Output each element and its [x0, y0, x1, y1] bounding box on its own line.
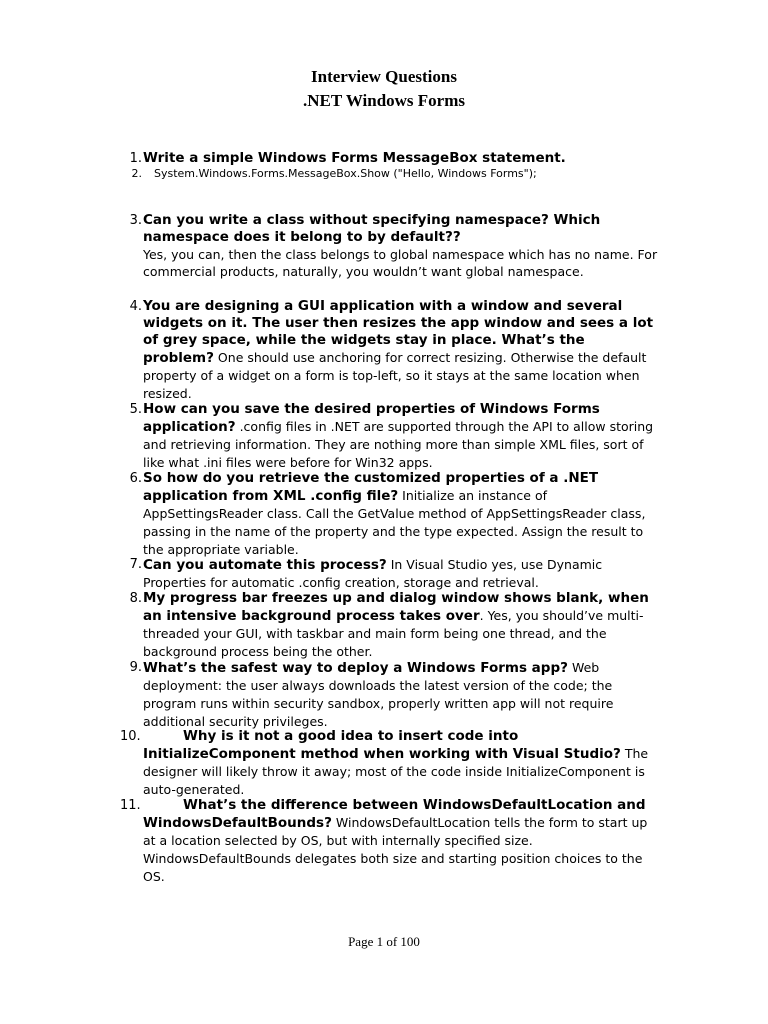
question-text: What’s the difference between WindowsDefaultLocation and WindowsDefaultBounds? [143, 797, 646, 832]
question-text: My progress bar freezes up and dialog window shows blank, when an intensive background process takes over [143, 590, 649, 625]
document-title: Interview Questions [311, 67, 457, 86]
question-text: So how do you retrieve the customized properties of a .NET application from XML .config file? [143, 470, 599, 505]
item-number: 8. [129, 591, 142, 606]
question-text: How can you save the desired properties of Windows Forms application? [143, 401, 600, 436]
answer-text: Web deployment: the user always downloads the latest version of the code; the program runs within security sandbox, properly written app will not require additional security privileges. [143, 660, 614, 730]
item-number: 4. [129, 299, 142, 314]
list-item [120, 728, 660, 799]
list-item [120, 401, 660, 472]
code-text: System.Windows.Forms.MessageBox.Show ("Hello, Windows Forms"); [154, 167, 537, 180]
answer-text: Initialize an instance of AppSettingsReader class. Call the GetValue method of AppSettingsReader class, passing in the name of the property and the type expected. Assign the result to the appropriate variable. [143, 488, 646, 558]
list-item [120, 150, 660, 167]
page-number: Page 1 of 100 [348, 934, 420, 949]
question-text: What’s the safest way to deploy a Windows Forms app? [143, 660, 568, 676]
item-number: 5. [129, 402, 142, 417]
item-number: 6. [129, 471, 142, 486]
question-text: Write a simple Windows Forms MessageBox statement. [143, 150, 566, 166]
item-number: 2. [131, 167, 142, 180]
list-item [120, 556, 660, 592]
question-text: You are designing a GUI application with a window and several widgets on it. The user then resizes the app window and sees a lot of grey space, while the widgets stay in place. What’s the problem? [143, 298, 654, 367]
answer-text: The designer will likely throw it away; most of the code inside InitializeComponent is auto-generated. [143, 746, 649, 798]
question-text: Can you automate this process? [143, 557, 387, 573]
list-item [120, 212, 660, 280]
list-item [120, 659, 660, 731]
answer-text: .config files in .NET are supported through the API to allow storing and retrieving information. They are nothing more than simple XML files, sort of like what .ini files were before for Win32 apps. [143, 419, 654, 471]
item-number: 11. [120, 798, 141, 813]
list-item [120, 590, 660, 661]
item-number: 9. [129, 660, 142, 675]
answer-text: . Yes, you should’ve multi-threaded your GUI, with taskbar and main form being one thread, and the background process being the other. [143, 608, 644, 660]
item-number: 7. [129, 557, 142, 572]
answer-text: WindowsDefaultLocation tells the form to start up at a location selected by OS, but with internally specified size. WindowsDefaultBounds delegates both size and starting position choices to the OS. [143, 815, 648, 885]
document-subtitle: .NET Windows Forms [302, 91, 465, 110]
answer-text: Yes, you can, then the class belongs to global namespace which has no name. For commercial products, naturally, you wouldn’t want global namespace. [143, 247, 658, 280]
list-item [120, 470, 660, 559]
answer-text: In Visual Studio yes, use Dynamic Properties for automatic .config creation, storage and retrieval. [143, 557, 603, 591]
item-number: 1. [129, 151, 142, 166]
question-text: Why is it not a good idea to insert code into InitializeComponent method when working with Visual Studio? [143, 728, 621, 763]
item-number: 10. [120, 729, 141, 744]
question-text: Can you write a class without specifying namespace? Which namespace does it belong to by default?? [143, 212, 601, 246]
list-item [120, 298, 660, 404]
item-number: 3. [129, 213, 142, 228]
list-item [120, 167, 660, 181]
list-item [120, 797, 660, 886]
answer-text: One should use anchoring for correct resizing. Otherwise the default property of a widget on a form is top-left, so it stays at the same location when resized. [143, 350, 647, 402]
